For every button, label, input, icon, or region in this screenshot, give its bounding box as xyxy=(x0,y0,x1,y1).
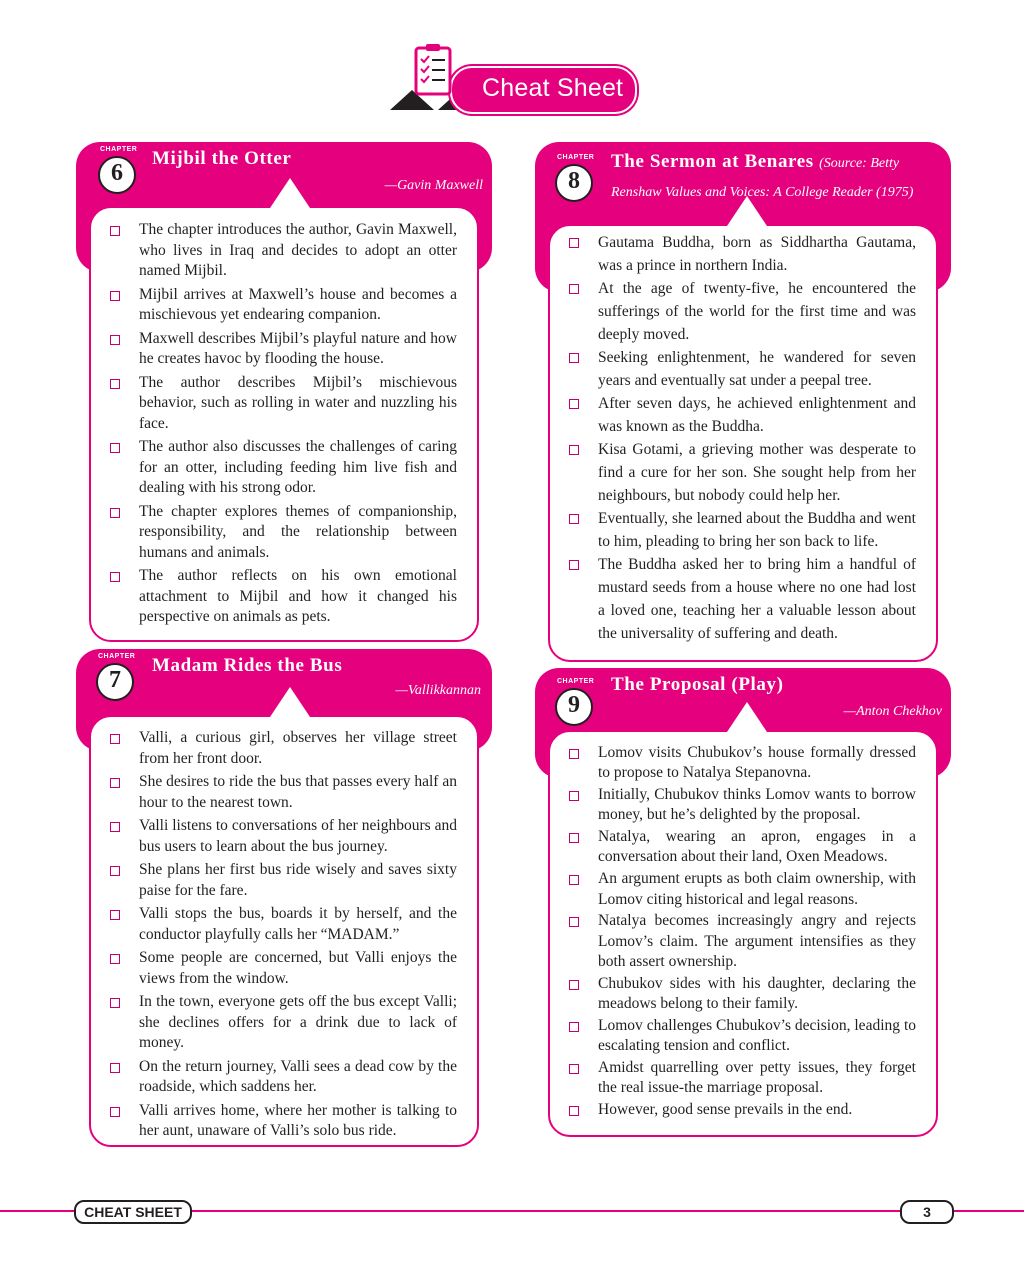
checkbox-bullet-icon xyxy=(569,833,579,843)
list-item: Gautama Buddha, born as Siddhartha Gautama, was a prince in northern India. xyxy=(569,232,916,278)
chapter-author: —Gavin Maxwell xyxy=(384,178,483,193)
chapter-number-badge xyxy=(555,154,595,200)
list-item: She desires to ride the bus that passes every half an hour to the nearest town. xyxy=(110,772,457,813)
chapter-label: CHAPTER xyxy=(557,678,595,685)
list-item: Some people are concerned, but Valli enjoys the views from the window. xyxy=(110,948,457,989)
checkbox-bullet-icon xyxy=(110,734,120,744)
checkbox-bullet-icon xyxy=(110,778,120,788)
chapter-title: Mijbil the Otter xyxy=(152,148,292,169)
checkbox-bullet-icon xyxy=(569,791,579,801)
checkbox-bullet-icon xyxy=(110,822,120,832)
checkbox-bullet-icon xyxy=(569,284,579,294)
chapter-source: (Source: Betty Renshaw Values and Voices: A College Reader (1975) xyxy=(611,156,914,200)
chapter-author: —Vallikkannan xyxy=(395,683,481,698)
list-item: The author reflects on his own emotional attachment to Mijbil and how it changed his perspective on animals as pets. xyxy=(110,566,457,628)
checkbox-bullet-icon xyxy=(569,749,579,759)
chapter-label: CHAPTER xyxy=(557,154,595,161)
list-item: Lomov visits Chubukov’s house formally dressed to propose to Natalya Stepanovna. xyxy=(569,743,916,784)
list-item: An argument erupts as both claim ownership, with Lomov citing historical and legal reasons. xyxy=(569,869,916,910)
list-item: On the return journey, Valli sees a dead cow by the roadside, which saddens her. xyxy=(110,1057,457,1098)
checkbox-bullet-icon xyxy=(110,866,120,876)
header-pill xyxy=(450,66,637,114)
list-item: Valli stops the bus, boards it by herself, and the conductor playfully calls her “MADAM.” xyxy=(110,904,457,945)
chapter-author: —Anton Chekhov xyxy=(843,704,942,719)
chapter-card-9 xyxy=(535,668,951,1138)
chapter-points xyxy=(569,232,916,646)
chapter-number: 8 xyxy=(568,168,580,194)
list-item: The author also discusses the challenges of caring for an otter, including feeding him live fish and dealing with his strong odor. xyxy=(110,437,457,499)
list-item: She plans her first bus ride wisely and saves sixty paise for the fare. xyxy=(110,860,457,901)
list-item: Seeking enlightenment, he wandered for seven years and eventually sat under a peepal tree. xyxy=(569,347,916,393)
list-item: The author describes Mijbil’s mischievous behavior, such as rolling in water and nuzzling his face. xyxy=(110,373,457,435)
chapter-title: The Proposal (Play) xyxy=(611,674,784,695)
checkbox-bullet-icon xyxy=(569,917,579,927)
list-item: Initially, Chubukov thinks Lomov wants to borrow money, but he’s delighted by the proposal. xyxy=(569,785,916,826)
checkbox-bullet-icon xyxy=(110,954,120,964)
checkbox-bullet-icon xyxy=(569,353,579,363)
chapter-card-notch xyxy=(727,702,767,732)
footer-label: CHEAT SHEET xyxy=(74,1200,192,1224)
clipboard-checklist-icon xyxy=(412,42,454,98)
list-item: The Buddha asked her to bring him a handful of mustard seeds from a house where no one had lost a loved one, teaching her a valuable lesson about the universality of suffering and death. xyxy=(569,554,916,645)
checkbox-bullet-icon xyxy=(110,335,120,345)
checkbox-bullet-icon xyxy=(569,1022,579,1032)
list-item: Amidst quarrelling over petty issues, they forget the real issue-the marriage proposal. xyxy=(569,1058,916,1099)
list-item: Lomov challenges Chubukov’s decision, leading to escalating tension and conflict. xyxy=(569,1016,916,1057)
chapter-card-8 xyxy=(535,142,951,662)
list-item: The chapter introduces the author, Gavin Maxwell, who lives in Iraq and decides to adopt an otter named Mijbil. xyxy=(110,220,457,282)
chapter-number: 9 xyxy=(568,692,580,718)
checkbox-bullet-icon xyxy=(110,226,120,236)
list-item: Mijbil arrives at Maxwell’s house and becomes a mischievous yet endearing companion. xyxy=(110,285,457,326)
cheat-sheet-header xyxy=(390,40,640,115)
list-item: Kisa Gotami, a grieving mother was desperate to find a cure for her son. She sought help from her neighbours, but nobody could help her. xyxy=(569,439,916,507)
checkbox-bullet-icon xyxy=(569,445,579,455)
list-item: Eventually, she learned about the Buddha and went to him, pleading to bring her son back to life. xyxy=(569,508,916,554)
chapter-points xyxy=(110,728,457,1145)
checkbox-bullet-icon xyxy=(569,238,579,248)
checkbox-bullet-icon xyxy=(110,572,120,582)
chapter-card-7 xyxy=(76,649,492,1149)
list-item: Chubukov sides with his daughter, declaring the meadows belong to their family. xyxy=(569,974,916,1015)
checkbox-bullet-icon xyxy=(569,980,579,990)
checkbox-bullet-icon xyxy=(110,379,120,389)
chapter-points xyxy=(569,743,916,1122)
checkbox-bullet-icon xyxy=(569,560,579,570)
chapter-number-badge xyxy=(96,653,136,699)
checkbox-bullet-icon xyxy=(569,1106,579,1116)
chapter-card-6 xyxy=(76,142,492,642)
chapter-card-notch xyxy=(270,178,310,208)
checkbox-bullet-icon xyxy=(110,998,120,1008)
checkbox-bullet-icon xyxy=(569,514,579,524)
chapter-number: 6 xyxy=(111,160,123,186)
chapter-label: CHAPTER xyxy=(98,653,136,660)
list-item: Natalya, wearing an apron, engages in a conversation about their land, Oxen Meadows. xyxy=(569,827,916,868)
checkbox-bullet-icon xyxy=(569,1064,579,1074)
checkbox-bullet-icon xyxy=(110,1107,120,1117)
checkbox-bullet-icon xyxy=(110,443,120,453)
checkbox-bullet-icon xyxy=(110,508,120,518)
list-item: The chapter explores themes of companionship, responsibility, and the relationship between humans and animals. xyxy=(110,502,457,564)
list-item: After seven days, he achieved enlightenment and was known as the Buddha. xyxy=(569,393,916,439)
list-item: Valli, a curious girl, observes her village street from her front door. xyxy=(110,728,457,769)
list-item: Maxwell describes Mijbil’s playful nature and how he creates havoc by flooding the house. xyxy=(110,329,457,370)
checkbox-bullet-icon xyxy=(110,910,120,920)
chapter-label: CHAPTER xyxy=(100,146,138,153)
page-number: 3 xyxy=(900,1200,954,1224)
checkbox-bullet-icon xyxy=(569,875,579,885)
header-title: Cheat Sheet xyxy=(482,74,624,102)
list-item: Valli arrives home, where her mother is talking to her aunt, unaware of Valli’s solo bus ride. xyxy=(110,1101,457,1142)
chapter-points xyxy=(110,220,457,631)
checkbox-bullet-icon xyxy=(569,399,579,409)
chapter-title: Madam Rides the Bus xyxy=(152,655,343,676)
chapter-card-notch xyxy=(270,687,310,717)
list-item: In the town, everyone gets off the bus except Valli; she declines offers for a drink due to lack of money. xyxy=(110,992,457,1054)
chapter-number-badge xyxy=(555,678,595,724)
list-item: However, good sense prevails in the end. xyxy=(569,1100,916,1120)
chapter-title: The Sermon at Benares (Source: Betty Renshaw Values and Voices: A College Reader (1975) xyxy=(611,151,914,200)
list-item: At the age of twenty-five, he encountered the sufferings of the world for the first time and was deeply moved. xyxy=(569,278,916,346)
chapter-number-badge xyxy=(98,146,138,192)
chapter-number: 7 xyxy=(109,667,121,693)
checkbox-bullet-icon xyxy=(110,1063,120,1073)
list-item: Valli listens to conversations of her neighbours and bus users to learn about the bus journey. xyxy=(110,816,457,857)
list-item: Natalya becomes increasingly angry and rejects Lomov’s claim. The argument intensifies as they both assert ownership. xyxy=(569,911,916,972)
checkbox-bullet-icon xyxy=(110,291,120,301)
